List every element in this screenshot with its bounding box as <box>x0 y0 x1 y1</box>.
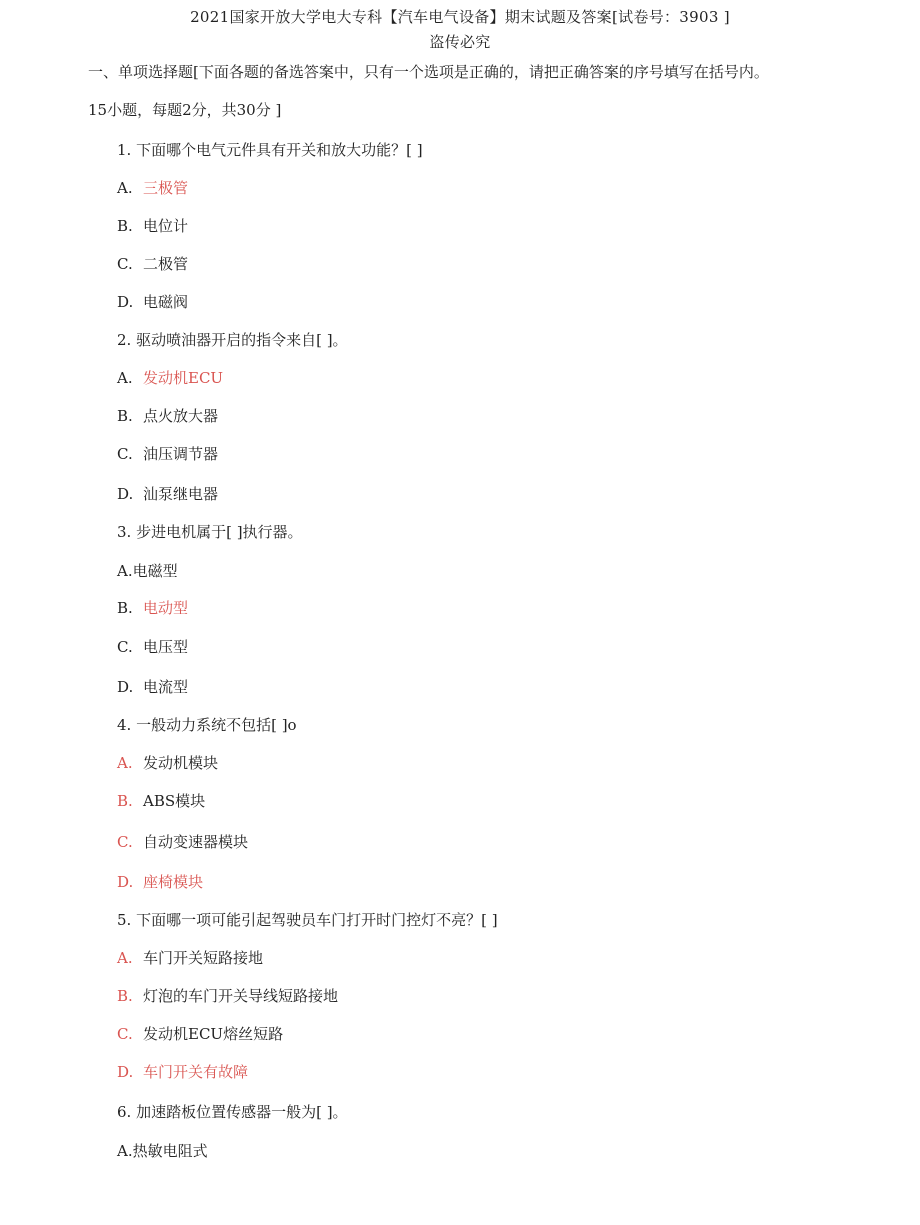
question-1-option-d <box>117 291 188 312</box>
option-text: 车门开关有故障 <box>143 1063 249 1081</box>
option-letter: C. <box>117 445 133 463</box>
question-3-option-d <box>117 676 188 697</box>
option-letter: C. <box>117 638 133 656</box>
question-4-stem: 4. 一般动力系统不包括[ ]o <box>117 716 297 734</box>
option-text: 油压调节器 <box>143 445 219 463</box>
option-letter: C. <box>117 255 133 273</box>
question-5-option-d <box>117 1061 248 1082</box>
option-text: 发动机ECU熔丝短路 <box>143 1025 284 1043</box>
section-heading: 一、单项选择题[下面各题的备选答案中，只有一个选项是正确的，请把正确答案的序号填写在括号内。 <box>88 63 769 81</box>
option-text: 电磁型 <box>132 562 178 580</box>
option-text: 车门开关短路接地 <box>143 949 264 967</box>
option-letter: C. <box>117 1025 133 1043</box>
question-4-option-c <box>117 831 248 852</box>
option-text: 自动变速器模块 <box>143 833 249 851</box>
option-text: ABS模块 <box>143 792 206 810</box>
question-3-option-b <box>117 597 188 618</box>
question-2-option-d <box>117 483 218 504</box>
option-letter: D. <box>117 293 134 311</box>
option-text: 发动机ECU <box>143 369 224 387</box>
option-letter: D. <box>117 873 134 891</box>
option-text: 三极管 <box>143 179 189 197</box>
option-letter: C. <box>117 833 133 851</box>
question-4-option-d <box>117 871 203 892</box>
question-5-option-c <box>117 1023 283 1044</box>
option-text: 点火放大器 <box>143 407 219 425</box>
question-3-stem: 3. 步进电机属于[ ]执行器。 <box>117 523 303 541</box>
option-letter: B. <box>117 217 133 235</box>
question-2-stem: 2. 驱动喷油器开启的指令来自[ ]。 <box>117 331 348 349</box>
question-2-option-b <box>117 405 218 426</box>
option-text: 热敏电阻式 <box>132 1142 208 1160</box>
page-title: 2021国家开放大学电大专科【汽车电气设备】期末试题及答案[试卷号：3903 ] <box>190 8 730 26</box>
question-1-option-c <box>117 253 188 274</box>
question-2-option-c <box>117 443 218 464</box>
page-subtitle: 盗传必究 <box>429 33 491 51</box>
option-letter: B. <box>117 407 133 425</box>
option-letter: D. <box>117 485 134 503</box>
question-5-option-b <box>117 985 338 1006</box>
option-letter: B. <box>117 792 133 810</box>
option-text: 座椅模块 <box>143 873 204 891</box>
option-text: 电位计 <box>143 217 189 235</box>
question-5-stem: 5. 下面哪一项可能引起驾驶员车门打开时门控灯不亮？[ ] <box>117 911 498 929</box>
option-text: 二极管 <box>143 255 189 273</box>
question-4-option-a <box>117 752 218 773</box>
section-note: 15小题，每题2分，共30分 ] <box>88 101 282 119</box>
option-letter: A. <box>117 1142 133 1160</box>
option-letter: A. <box>117 369 133 387</box>
option-letter: B. <box>117 599 133 617</box>
question-6-option-a <box>117 1140 208 1161</box>
option-text: 电动型 <box>143 599 189 617</box>
question-2-option-a <box>117 367 223 388</box>
option-text: 电磁阀 <box>143 293 189 311</box>
option-letter: A. <box>117 949 133 967</box>
question-1-stem: 1. 下面哪个电气元件具有开关和放大功能？[ ] <box>117 141 423 159</box>
question-1-option-a <box>117 177 188 198</box>
option-text: 电压型 <box>143 638 189 656</box>
option-letter: A. <box>117 562 133 580</box>
option-text: 发动机模块 <box>143 754 219 772</box>
option-text: 灯泡的车门开关导线短路接地 <box>143 987 339 1005</box>
option-letter: D. <box>117 1063 134 1081</box>
question-6-stem: 6. 加速踏板位置传感器一般为[ ]。 <box>117 1103 348 1121</box>
option-letter: A. <box>117 179 133 197</box>
option-text: 电流型 <box>143 678 189 696</box>
option-letter: D. <box>117 678 134 696</box>
option-text: 汕泵继电器 <box>143 485 219 503</box>
question-1-option-b <box>117 215 188 236</box>
question-5-option-a <box>117 947 263 968</box>
option-letter: B. <box>117 987 133 1005</box>
question-4-option-b <box>117 790 205 811</box>
option-letter: A. <box>117 754 133 772</box>
question-3-option-c <box>117 636 188 657</box>
question-3-option-a <box>117 560 178 581</box>
